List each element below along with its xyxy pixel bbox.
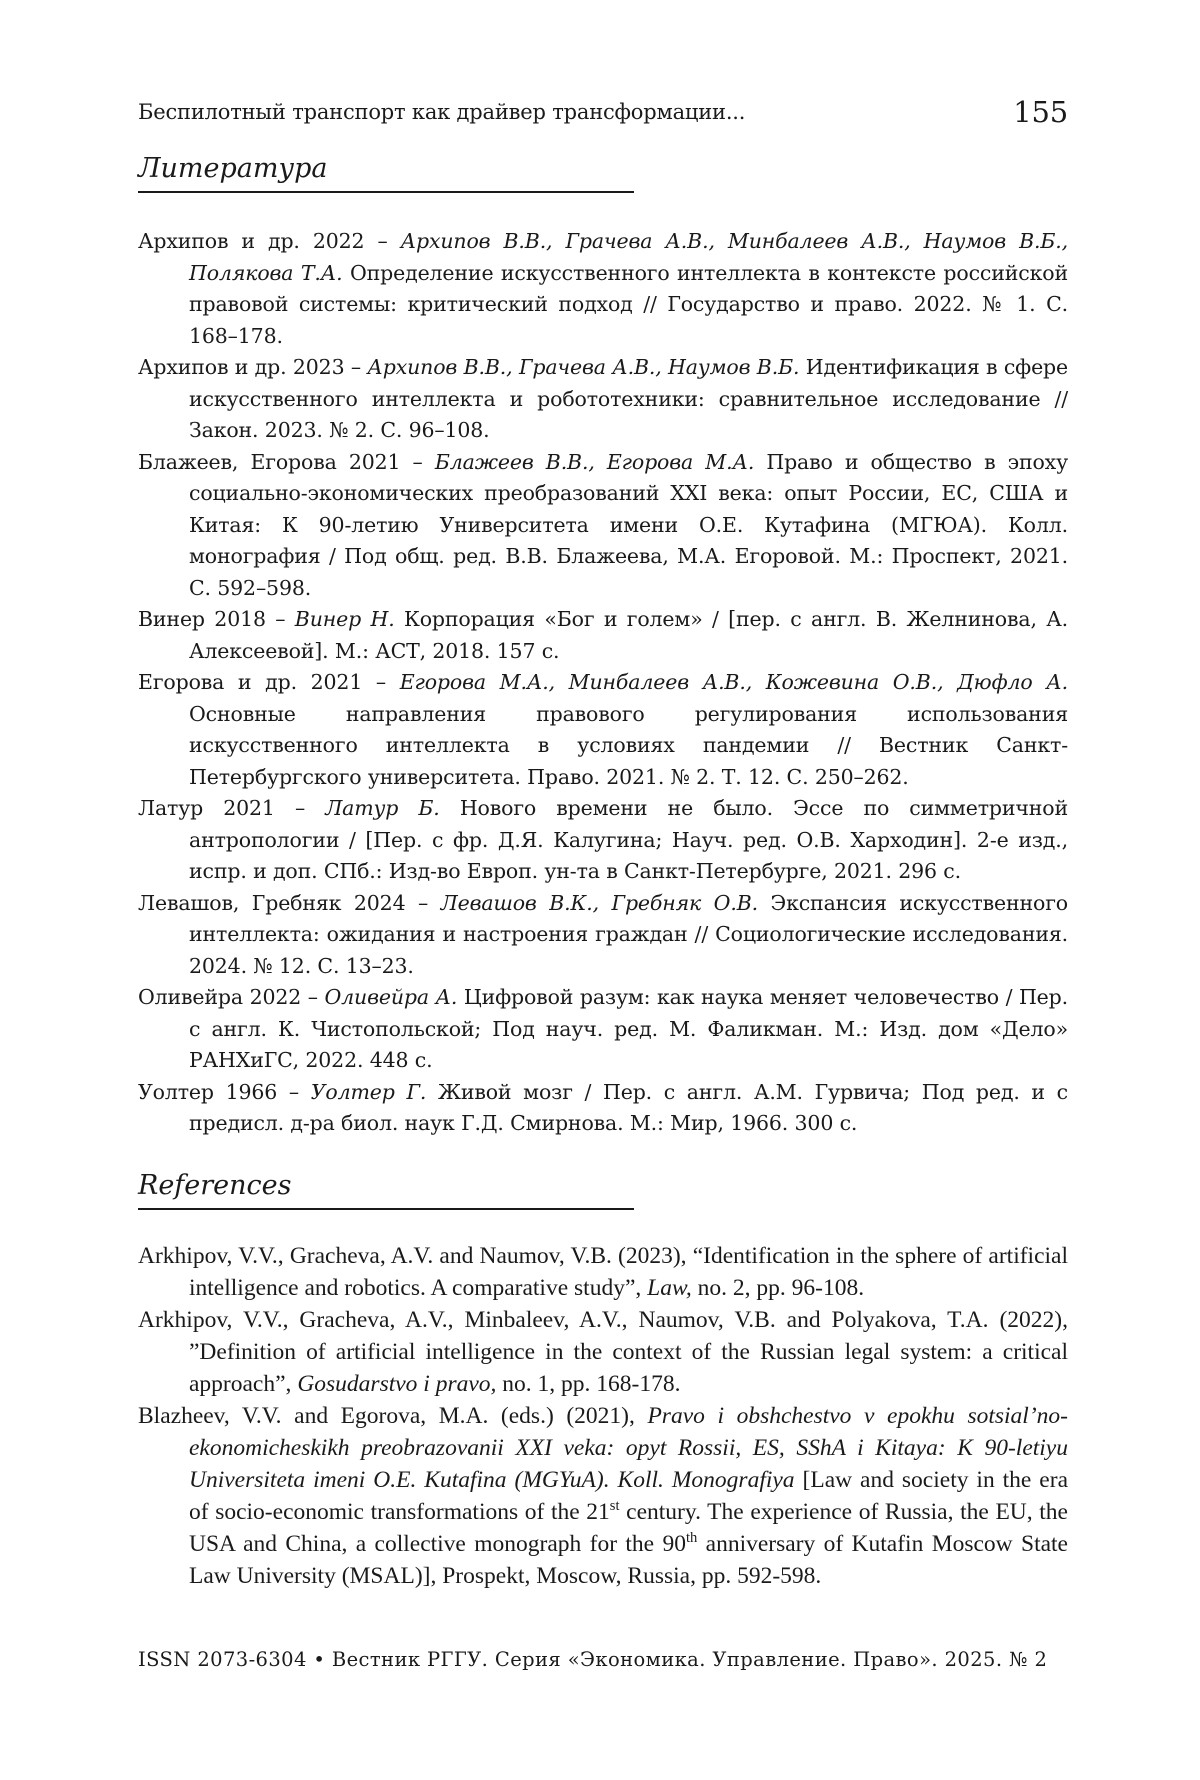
entry-text: Уолтер 1966 – <box>138 1079 311 1104</box>
entry-text: Оливейра 2022 – <box>138 985 325 1009</box>
entry-text: no. 2, pp. 96-108. <box>691 1275 865 1301</box>
references-heading: References <box>138 1167 634 1210</box>
entry-text: Корпорация «Бог и голем» / [пер. с англ. В. Желнинова, А. Алексеевой]. М.: АСТ, 2018. 157 с. <box>189 607 1068 663</box>
entry-text: Винер 2018 – <box>138 607 295 631</box>
bibliography-entry <box>138 982 1068 1077</box>
italic-text: Левашов В.К., Гребняк О.В. <box>440 890 758 915</box>
bibliography-entry <box>138 604 1068 667</box>
entry-text: Левашов, Гребняк 2024 – <box>138 890 441 915</box>
entry-text: Arkhipov, V.V., Gracheva, A.V. and Naumov, V.B. (2023), “Identification in the sphere of artificial intelligence and robotics. A comparative study”, <box>138 1243 1068 1301</box>
bibliography-entry <box>138 447 1068 605</box>
italic-text: Оливейра А. <box>324 985 458 1009</box>
entry-text: Право и общество в эпоху социально-экономических преобразований XXI века: опыт России, ЕС, США и Китая: К 90-летию Университета имени О.Е. Кутафина (МГЮА). Колл. монография / Под общ. ред. В.В. Блажеева, М.А. Егоровой. М.: Проспект, 2021. С. 592–598. <box>189 449 1068 600</box>
entry-text: Идентификация в сфере искусственного интеллекта и робототехники: сравнительное исследование // Закон. 2023. № 2. С. 96–108. <box>189 355 1069 442</box>
entry-text: Нового времени не было. Эссе по симметричной антропологии / [Пер. с фр. Д.Я. Калугина; Науч. ред. О.В. Харходин]. 2-е изд., испр. и доп. СПб.: Изд-во Европ. ун-та в Санкт-Петербурге, 2021. 296 с. <box>189 796 1069 883</box>
entry-text: Латур 2021 – <box>138 796 326 820</box>
entry-text: Основные направления правового регулирования использования искусственного интеллекта в условиях пандемии // Вестник Санкт-Петербургского университета. Право. 2021. № 2. Т. 12. С. 250–262. <box>189 701 1068 789</box>
literature-list <box>138 226 1068 1140</box>
italic-text: Латур Б. <box>325 796 440 820</box>
bibliography-entry <box>138 667 1068 793</box>
bibliography-entry <box>138 1400 1068 1592</box>
italic-text: Уолтер Г. <box>310 1079 427 1104</box>
entry-text: Arkhipov, V.V., Gracheva, A.V., Minbaleev, A.V., Naumov, V.B. and Polyakova, T.A. (2022), ”Definition of artificial intelligence in the context of the Russian legal system: a critical approach”, <box>138 1307 1068 1397</box>
italic-text: Архипов В.В., Грачева А.В., Минбалеев А.В., Наумов В.Б., Полякова Т.А. <box>189 229 1069 285</box>
bibliography-entry <box>138 352 1068 447</box>
entry-text: Экспансия искусственного интеллекта: ожидания и настроения граждан // Социологические исследования. 2024. № 12. С. 13–23. <box>189 890 1068 978</box>
bibliography-entry <box>138 226 1068 352</box>
entry-text: no. 1, pp. 168-178. <box>496 1371 681 1397</box>
entry-text: century. The experience of Russia, the EU, the USA and China, a collective monograph for the 90 <box>189 1499 1068 1557</box>
page-number: 155 <box>1013 95 1068 129</box>
italic-text: Pravo i obshchestvo v epokhu sotsial’no-ekonomicheskikh preobrazovanii XXI veka: opyt Rossii, ES, SShA i Kitaya: K 90-letiyu Universiteta imeni O.E. Kutafina (MGYuA). Koll. Monografiya <box>189 1403 1068 1493</box>
entry-text: Живой мозг / Пер. с англ. А.М. Гурвича; Под ред. и с предисл. д-ра биол. наук Г.Д. Смирнова. М.: Мир, 1966. 300 с. <box>189 1079 1068 1135</box>
entry-text: Цифровой разум: как наука меняет человечество / Пер. с англ. К. Чистопольской; Под науч. ред. М. Фаликман. М.: Изд. дом «Дело» РАНХиГС, 2022. 448 с. <box>189 985 1068 1072</box>
bibliography-entry <box>138 1240 1068 1304</box>
entry-text: Блажеев, Егорова 2021 – <box>138 449 435 474</box>
running-header <box>138 92 1068 132</box>
entry-text: [Law and society in the era of socio-economic transformations of the 21 <box>189 1467 1068 1525</box>
italic-text: Law, <box>647 1275 692 1301</box>
running-title: Беспилотный транспорт как драйвер трансформации... <box>138 100 746 124</box>
italic-text: Архипов В.В., Грачева А.В., Наумов В.Б. <box>367 355 800 379</box>
superscript-text: st <box>609 1498 620 1515</box>
entry-text: Blazheev, V.V. and Egorova, M.A. (eds.) (2021), <box>138 1403 648 1429</box>
bibliography-entry <box>138 1304 1068 1400</box>
bibliography-entry <box>138 1077 1068 1140</box>
journal-footer: ISSN 2073-6304 • Вестник РГГУ. Серия «Экономика. Управление. Право». 2025. № 2 <box>138 1648 1048 1671</box>
entry-text: Архипов и др. 2022 – <box>138 229 401 253</box>
italic-text: Gosudarstvo i pravo, <box>297 1371 497 1397</box>
entry-text: Определение искусственного интеллекта в контексте российской правовой системы: критический подход // Государство и право. 2022. № 1. С. 168–178. <box>189 260 1068 348</box>
italic-text: Егорова М.А., Минбалеев А.В., Кожевина О.В., Дюфло А. <box>399 670 1068 694</box>
literature-heading: Литература <box>138 150 634 193</box>
entry-text: Архипов и др. 2023 – <box>138 355 368 379</box>
italic-text: Винер Н. <box>294 607 395 631</box>
references-list <box>138 1240 1068 1592</box>
superscript-text: th <box>685 1530 698 1547</box>
italic-text: Блажеев В.В., Егорова М.А. <box>434 449 755 474</box>
entry-text: Егорова и др. 2021 – <box>138 670 400 694</box>
entry-text: anniversary of Kutafin Moscow State Law University (MSAL)], Prospekt, Moscow, Russia, pp. 592-598. <box>189 1531 1068 1589</box>
bibliography-entry <box>138 793 1068 888</box>
bibliography-entry <box>138 888 1068 983</box>
